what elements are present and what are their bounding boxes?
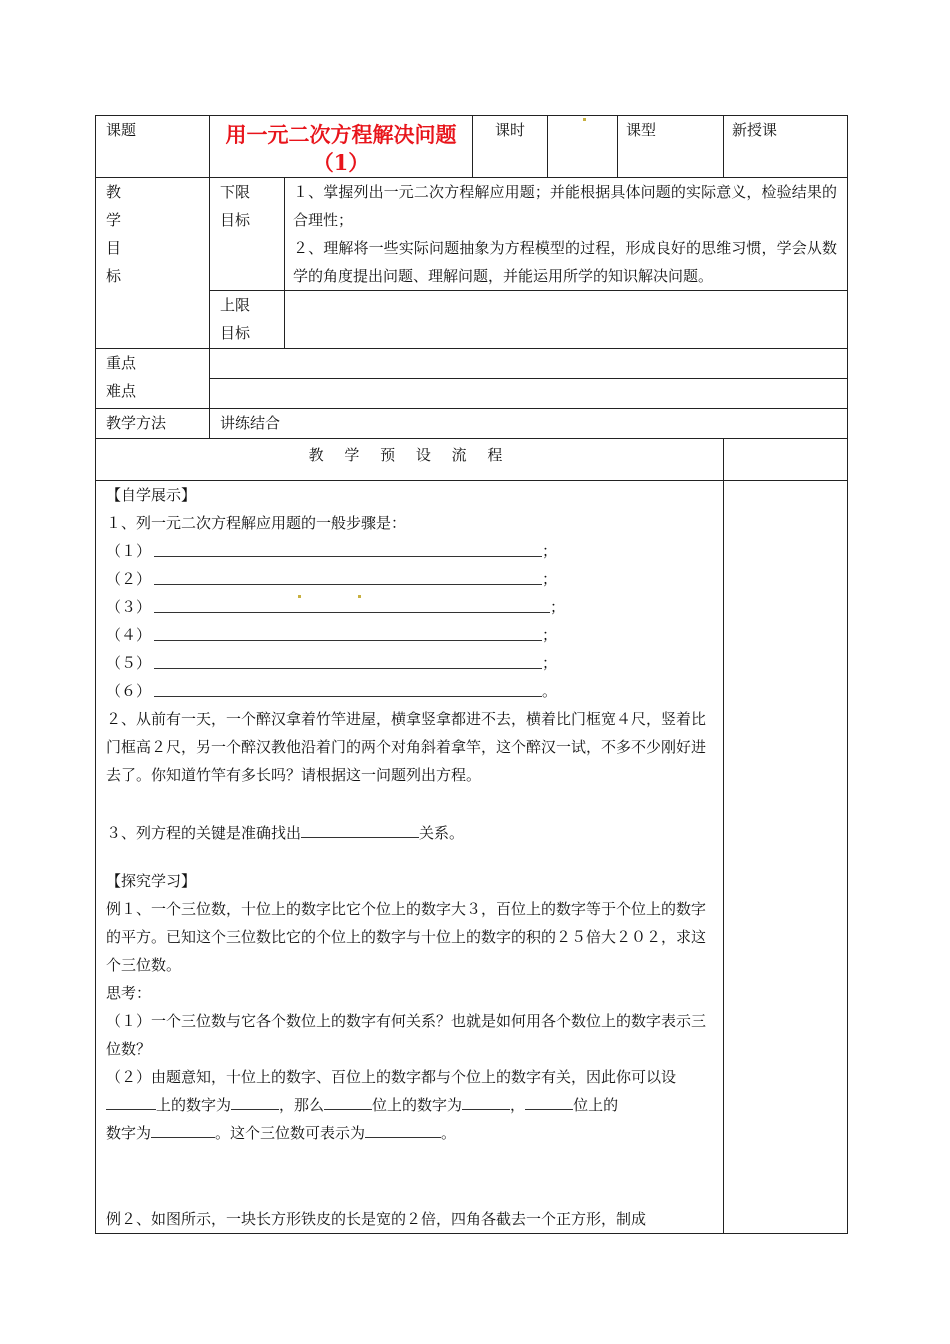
q3-text-end: 关系。 xyxy=(419,824,465,842)
lower-goal-1: １、掌握列出一元二次方程解应用题；并能根据具体问题的实际意义，检验结果的合理性； xyxy=(293,183,837,229)
lower-goal-2: ２、理解将一些实际问题抽象为方程模型的过程，形成良好的思维习惯，学会从数学的角度提出问题、理解问题，并能运用所学的知识解决问题。 xyxy=(293,239,837,285)
step-number: （６） xyxy=(106,682,152,700)
difficulty-value xyxy=(210,379,848,409)
lower-goal-label-line: 下限 xyxy=(220,183,251,201)
think-2-blank xyxy=(365,1122,441,1138)
think-1: （１）一个三位数与它各个数位上的数字有何关系？也就是如何用各个数位上的数字表示三位数？ xyxy=(106,1012,707,1058)
upper-goal-label-line: 目标 xyxy=(220,324,251,342)
q3-blank xyxy=(301,822,419,838)
lesson-title-line2: （1） xyxy=(312,150,370,175)
goals-side-char: 学 xyxy=(106,211,122,229)
think-2-text: 上的数字为 xyxy=(156,1096,232,1114)
example-2: 例２、如图所示，一块长方形铁皮的长是宽的２倍，四角各截去一个正方形，制成 xyxy=(106,1210,647,1228)
example-1: 例１、一个三位数，十位上的数字比它个位上的数字大３，百位上的数字等于个位上的数字的平方。已知这个三位数比它的个位上的数字与十位上的数字的积的２５倍大２０２，求这个三位数。 xyxy=(106,900,707,974)
think-2-text: ， xyxy=(510,1096,526,1114)
topic-label: 课题 xyxy=(96,116,210,178)
goals-side-char: 教 xyxy=(106,183,122,201)
flow-title: 教 学 预 设 流 程 xyxy=(96,439,724,481)
step-number: （５） xyxy=(106,654,152,672)
scan-dot xyxy=(583,118,586,121)
goals-side-char: 目 xyxy=(106,239,122,257)
scan-dot xyxy=(298,595,301,598)
think-2-blank xyxy=(151,1122,215,1138)
lower-goal-row xyxy=(96,178,848,291)
think-2-blank xyxy=(525,1094,573,1110)
upper-goal-label-line: 上限 xyxy=(220,296,251,314)
lesson-title xyxy=(210,116,473,178)
method-label: 教学方法 xyxy=(96,409,210,439)
step-blank xyxy=(154,596,550,613)
step-blank xyxy=(154,624,542,641)
think-2-blank xyxy=(106,1094,156,1110)
step-blank xyxy=(154,680,542,697)
key-point-value xyxy=(210,349,848,379)
goals-side-char: 标 xyxy=(106,267,122,285)
step-blank xyxy=(154,652,542,669)
self-study-q3 xyxy=(106,819,715,847)
header-row xyxy=(96,116,848,178)
method-value: 讲练结合 xyxy=(210,409,848,439)
upper-goal-text xyxy=(285,291,848,349)
step-number: （１） xyxy=(106,542,152,560)
step-number: （２） xyxy=(106,570,152,588)
think-2-text: 数字为 xyxy=(106,1124,152,1142)
hours-value xyxy=(548,116,618,178)
key-points-label xyxy=(96,349,210,409)
think-2-text: （２）由题意知，十位上的数字、百位上的数字都与个位上的数字有关，因此你可以设 xyxy=(106,1068,677,1086)
self-study-q1: １、列一元二次方程解应用题的一般步骤是： xyxy=(106,514,407,532)
key-point-row xyxy=(96,349,848,379)
key-points-label-line: 重点 xyxy=(106,354,137,372)
lesson-plan-table xyxy=(95,115,848,1234)
step-end: 。 xyxy=(542,682,558,700)
type-label: 课型 xyxy=(618,116,724,178)
step-end: ； xyxy=(542,654,558,672)
spacer xyxy=(106,1147,715,1205)
flow-notes-column xyxy=(724,439,848,481)
side-notes-column xyxy=(724,481,848,1234)
type-value: 新授课 xyxy=(724,116,848,178)
think-2-text: 。这个三位数可表示为 xyxy=(215,1124,366,1142)
q3-text: ３、列方程的关键是准确找出 xyxy=(106,824,302,842)
step-number: （４） xyxy=(106,626,152,644)
step-number: （３） xyxy=(106,598,152,616)
flow-title-row xyxy=(96,439,848,481)
flow-body-row xyxy=(96,481,848,1234)
scan-dot xyxy=(358,595,361,598)
step-line xyxy=(106,537,715,565)
step-end: ； xyxy=(542,626,558,644)
key-points-label-line: 难点 xyxy=(106,382,137,400)
upper-goal-label xyxy=(210,291,285,349)
step-end: ； xyxy=(542,570,558,588)
step-line xyxy=(106,677,715,705)
self-study-q2: ２、从前有一天，一个醉汉拿着竹竿进屋，横拿竖拿都进不去，横着比门框宽４尺，竖着比门框高２尺，另一个醉汉教他沿着门的两个对角斜着拿竿，这个醉汉一试，不多不少刚好进去了。你知道竹竿有多长吗？请根据这一问题列出方程。 xyxy=(106,710,707,784)
step-blank xyxy=(154,568,542,585)
lower-goal-label xyxy=(210,178,285,291)
step-end: ； xyxy=(542,542,558,560)
step-line xyxy=(106,593,715,621)
think-2-text: ，那么 xyxy=(279,1096,325,1114)
step-line xyxy=(106,565,715,593)
goals-side-label xyxy=(96,178,210,349)
hours-label: 课时 xyxy=(473,116,548,178)
spacer xyxy=(106,847,715,867)
think-2-text: 位上的 xyxy=(573,1096,619,1114)
explore-heading: 【探究学习】 xyxy=(106,872,197,890)
think-2-blank xyxy=(231,1094,279,1110)
think-2-blank xyxy=(462,1094,510,1110)
think-2-text: 位上的数字为 xyxy=(372,1096,463,1114)
think-2-blank xyxy=(324,1094,372,1110)
think-2-text: 。 xyxy=(441,1124,457,1142)
step-blank xyxy=(154,540,542,557)
spacer xyxy=(106,789,715,819)
self-study-heading: 【自学展示】 xyxy=(106,486,197,504)
step-end: ； xyxy=(550,598,566,616)
think-label: 思考： xyxy=(106,984,152,1002)
lower-goal-text xyxy=(285,178,848,291)
lesson-title-line1: 用一元二次方程解决问题 xyxy=(225,122,457,147)
step-line xyxy=(106,621,715,649)
think-2 xyxy=(106,1063,715,1147)
step-line xyxy=(106,649,715,677)
flow-body xyxy=(96,481,724,1234)
lower-goal-label-line: 目标 xyxy=(220,211,251,229)
method-row xyxy=(96,409,848,439)
